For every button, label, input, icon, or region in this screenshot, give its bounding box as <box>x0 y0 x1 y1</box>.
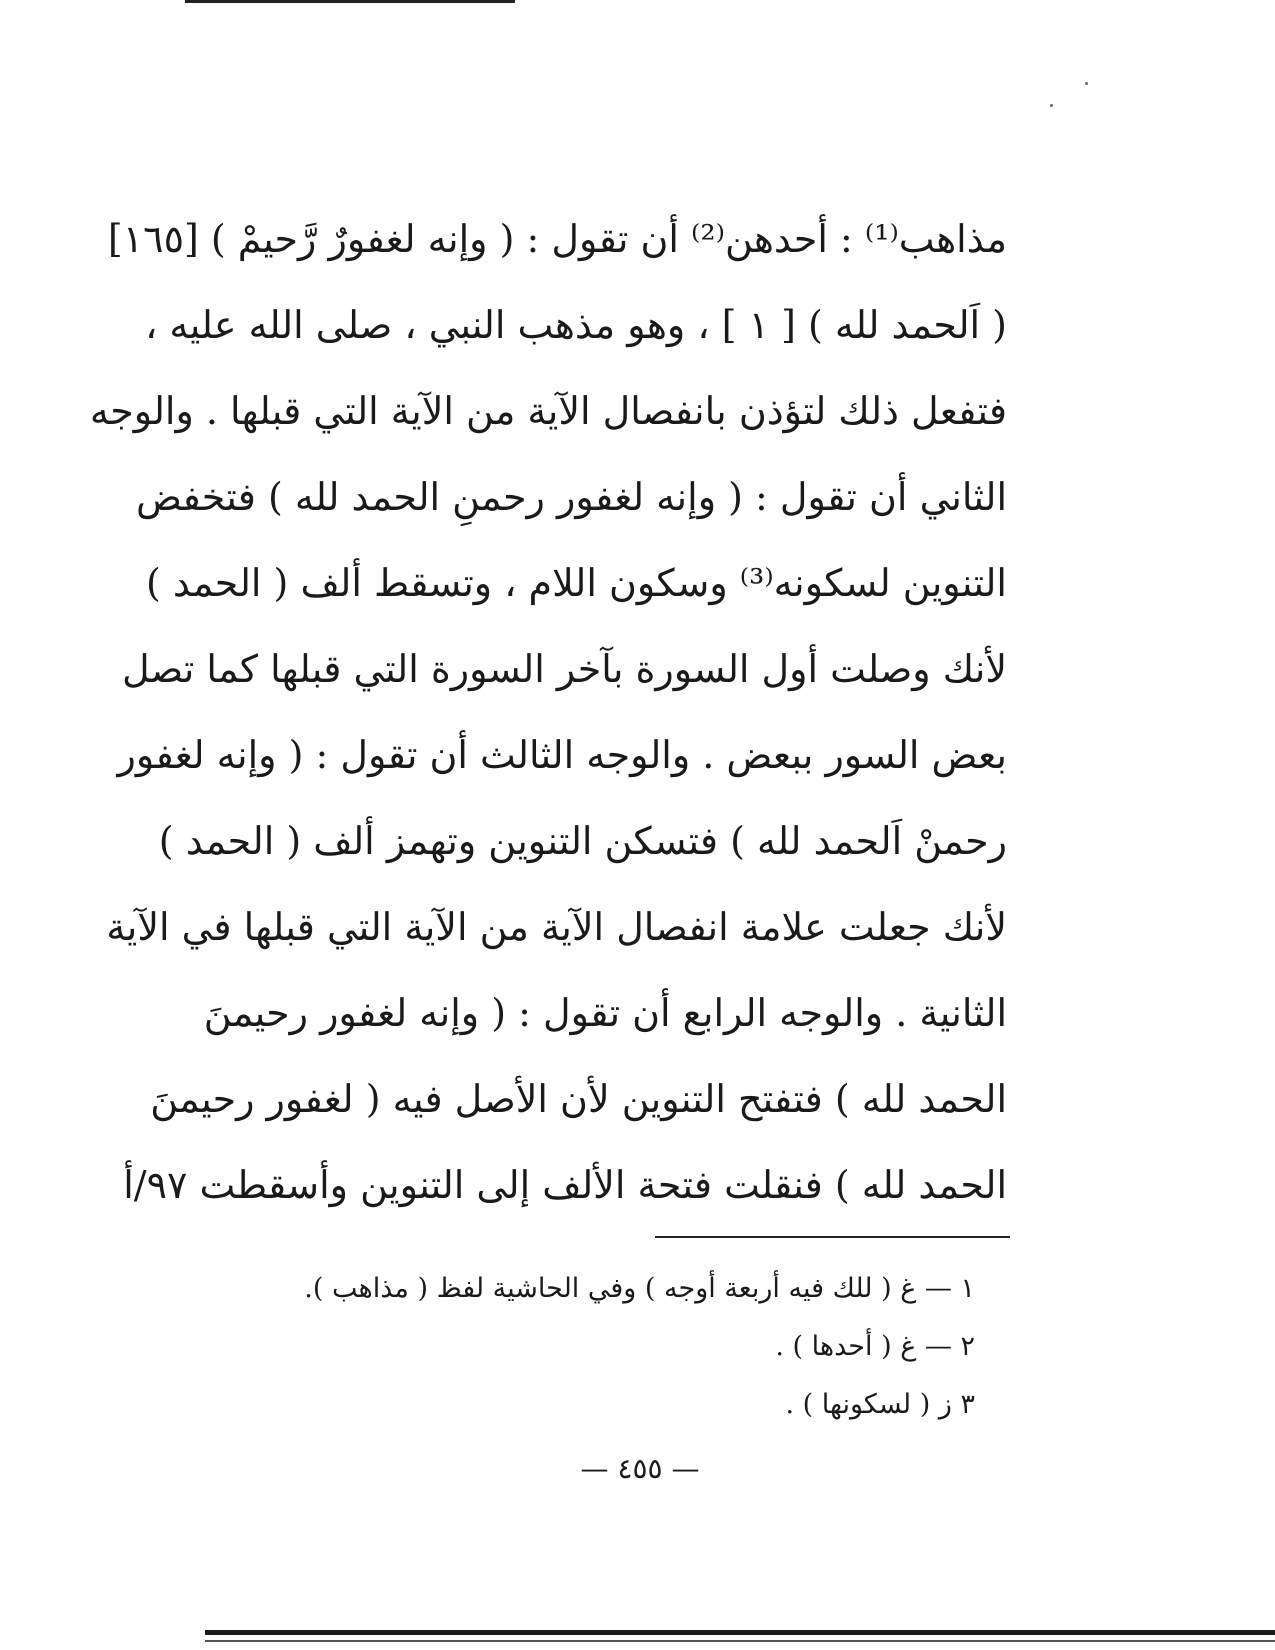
footnotes <box>304 1260 975 1434</box>
main-text <box>89 196 1007 1228</box>
scan-speck <box>1050 104 1053 107</box>
footnote: ١ — غ ( للك فيه أربعة أوجه ) وفي الحاشية لفظ ( مذاهب ). <box>304 1273 975 1304</box>
text-line: الحمد لله ) فتفتح التنوين لأن الأصل فيه ( لغفور رحيمنَ <box>150 1077 1007 1121</box>
text-line: رحمنْ اَلحمد لله ) فتسكن التنوين وتهمز ألف ( الحمد ) <box>158 819 1007 863</box>
text-line: الثانية . والوجه الرابع أن تقول : ( وإنه لغفور رحيمنَ <box>203 991 1007 1035</box>
text-line: لأنك جعلت علامة انفصال الآية من الآية التي قبلها في الآية <box>106 905 1007 949</box>
text-line: ( اَلحمد لله ) [ ١ ] ، وهو مذهب النبي ، صلى الله عليه ، <box>145 303 1007 347</box>
text-line: لأنك وصلت أول السورة بآخر السورة التي قبلها كما تصل <box>121 647 1007 691</box>
scan-edge-bottom <box>205 1630 1275 1635</box>
scan-edge-bottom-line <box>205 1640 1275 1642</box>
text-line: فتفعل ذلك لتؤذن بانفصال الآية من الآية التي قبلها . والوجه <box>89 389 1007 433</box>
scan-speck <box>1085 82 1088 85</box>
text-line: الثاني أن تقول : ( وإنه لغفور رحمنِ الحمد لله ) فتخفض <box>135 475 1007 519</box>
footnote: ٣ ز ( لسكونها ) . <box>785 1389 975 1420</box>
text-line: التنوين لسكونه⁽³⁾ وسكون اللام ، وتسقط ألف ( الحمد ) <box>145 561 1007 605</box>
text-line: مذاهب⁽¹⁾ : أحدهن⁽²⁾ أن تقول : ( وإنه لغفورٌ رَّحيمْ ) [١٦٥] <box>107 217 1007 261</box>
text-line: بعض السور ببعض . والوجه الثالث أن تقول : ( وإنه لغفور <box>117 733 1007 777</box>
footnote: ٢ — غ ( أحدها ) . <box>775 1331 975 1362</box>
footnote-separator <box>655 1236 1010 1238</box>
page-number: — ٤٥٥ — <box>580 1452 700 1485</box>
scan-edge-top <box>185 0 515 3</box>
text-line: الحمد لله ) فنقلت فتحة الألف إلى التنوين وأسقطت ٩٧/أ <box>123 1163 1007 1207</box>
